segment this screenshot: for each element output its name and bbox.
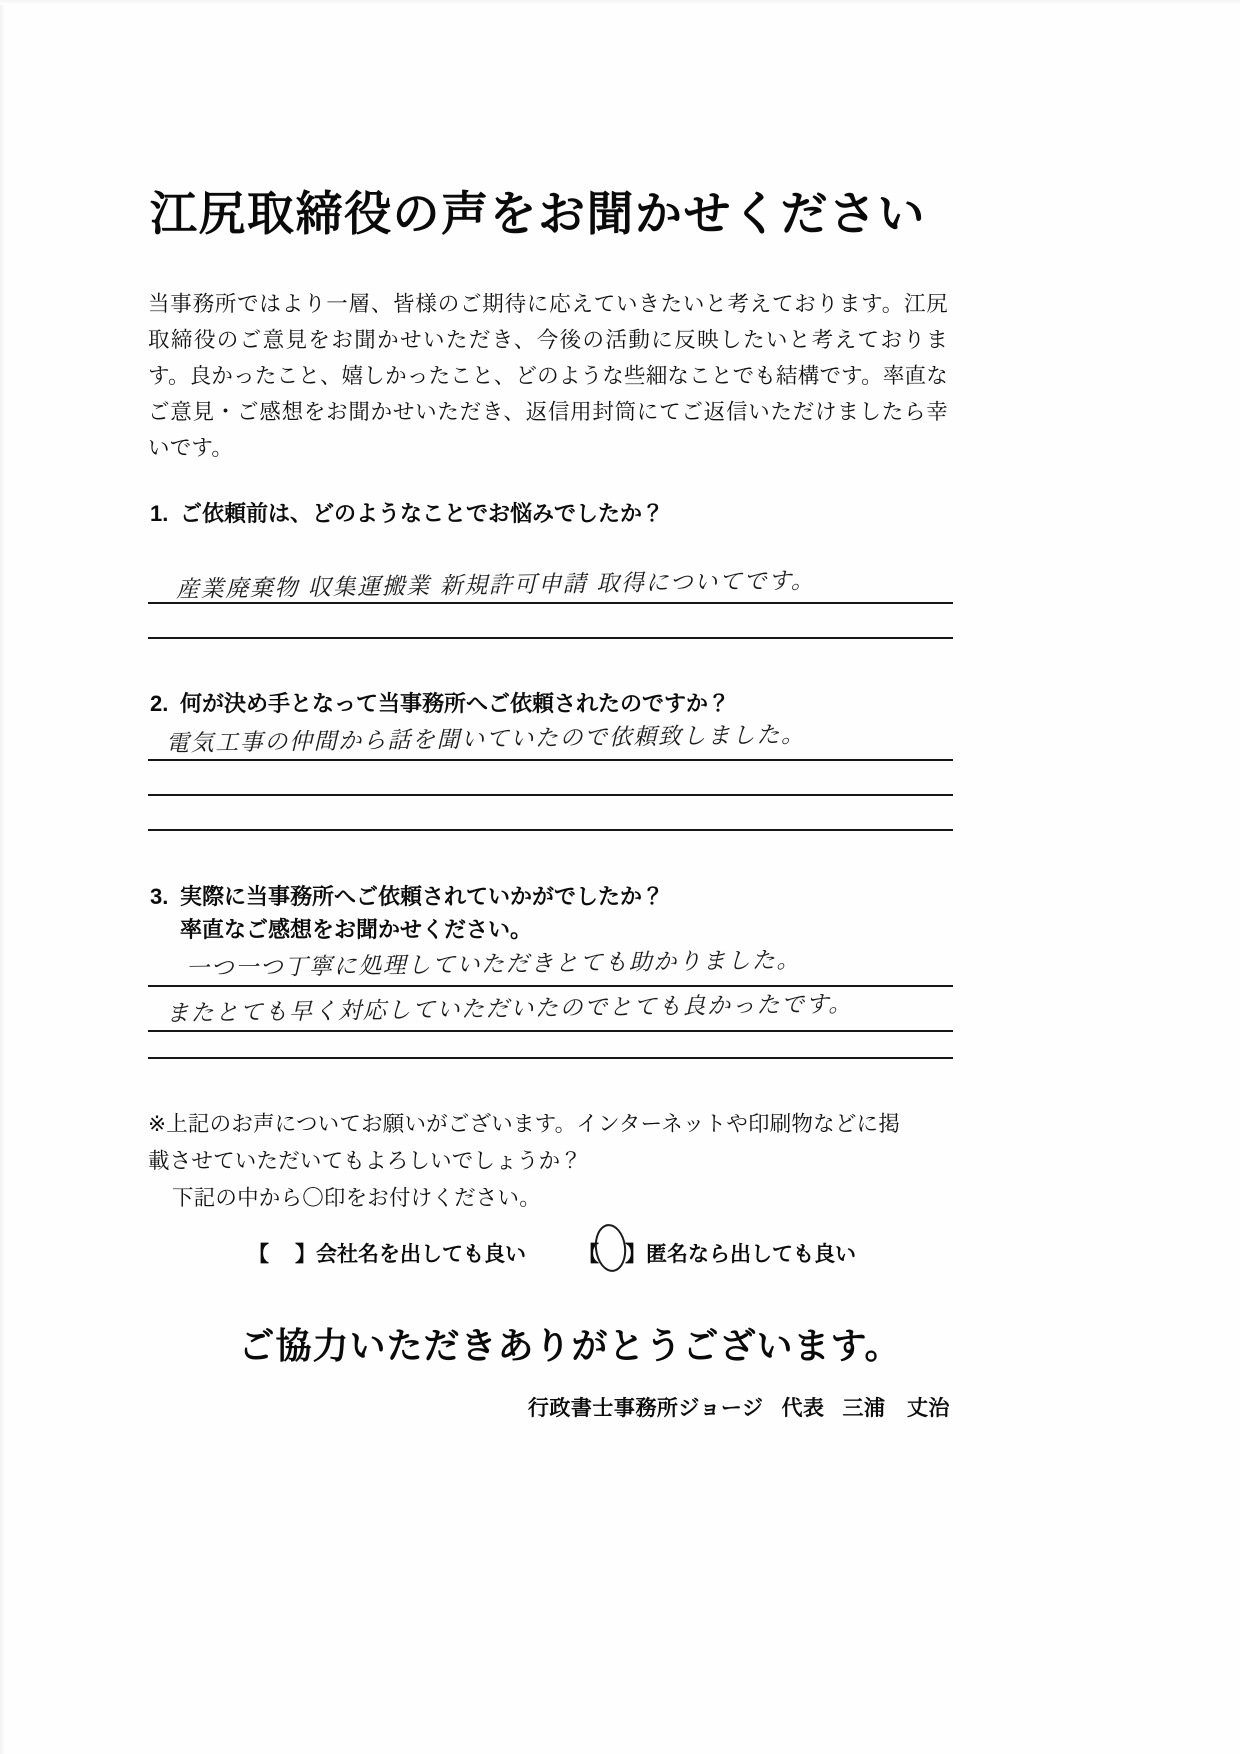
- representative-name: 三浦 丈治: [842, 1397, 950, 1420]
- handwritten-answer-1-line-1: 産業廃棄物 収集運搬業 新規許可申請 取得についてです。: [175, 568, 816, 603]
- intro-paragraph: 当事務所ではより一層、皆様のご期待に応えていきたいと考えております。江尻取締役のご意見をお聞かせいただき、今後の活動に反映したいと考えております。良かったこと、嬉しかったこと、どのような些細なことでも結構です。率直なご意見・ご感想をお聞かせいただき、返信用封筒にてご返信いただけましたら幸いです。: [148, 292, 948, 460]
- choice-a-label: 会社名を出しても良い: [316, 1243, 526, 1266]
- question-1-heading: [150, 498, 960, 530]
- question-3-subheading: 率直なご感想をお聞かせください。: [180, 917, 533, 942]
- page-title: 江尻取締役の声をお聞かせください: [150, 187, 926, 240]
- choice-b-bracket-close: 】: [625, 1243, 646, 1266]
- signature-line: [150, 1392, 950, 1422]
- question-1-text: ご依頼前は、どのようなことでお悩みでしたか？: [180, 501, 665, 526]
- notice-line-2: 載させていただいてもよろしいでしょうか？: [148, 1149, 583, 1173]
- question-1-block: [150, 498, 960, 530]
- choice-a-bracket-close: 】: [295, 1243, 316, 1266]
- handwritten-answer-2-line-1: 電気工事の仲間から話を聞いていたので依頼致しました。: [165, 722, 806, 757]
- question-2-block: [150, 688, 960, 720]
- question-3-number: 3.: [150, 884, 169, 909]
- answer-rule-1b: [148, 637, 953, 639]
- question-3-heading: [150, 881, 960, 913]
- notice-line-3: 下記の中から〇印をお付けください。: [172, 1186, 541, 1210]
- office-name: 行政書士事務所ジョージ: [527, 1397, 764, 1420]
- representative-role: 代表: [781, 1397, 825, 1420]
- notice-line-1: ※上記のお声についてお願いがございます。インターネットや印刷物などに掲: [148, 1112, 900, 1136]
- scan-edge-left: [0, 0, 6, 1754]
- permission-notice: [148, 1106, 958, 1217]
- thank-you-message: ご協力いただきありがとうございます。: [238, 1325, 902, 1366]
- question-2-number: 2.: [150, 691, 169, 716]
- choice-a-bracket-open: 【: [248, 1243, 269, 1266]
- question-3-text: 実際に当事務所へご依頼されていかがでしたか？: [180, 884, 665, 909]
- question-3-block: [150, 881, 960, 947]
- answer-rule-3c: [148, 1057, 953, 1059]
- answer-rule-2a: [148, 759, 953, 761]
- question-1-number: 1.: [150, 501, 169, 526]
- question-2-heading: [150, 688, 960, 720]
- choice-company-name[interactable]: [248, 1238, 526, 1268]
- scan-edge-top: [0, 0, 1240, 5]
- answer-rule-3b: [148, 1030, 953, 1032]
- handwritten-answer-3-line-1: 一つ一つ丁寧に処理していただきとても助かりました。: [185, 947, 802, 982]
- answer-rule-2c: [148, 829, 953, 831]
- choice-b-label: 匿名なら出しても良い: [646, 1243, 856, 1266]
- answer-rule-2b: [148, 794, 953, 796]
- question-2-text: 何が決め手となって当事務所へご依頼されたのですか？: [180, 691, 731, 716]
- handwritten-answer-3-line-2: またとても早く対応していただいたのでとても良かったです。: [165, 991, 854, 1027]
- choice-b-bracket-open: 【: [578, 1243, 599, 1266]
